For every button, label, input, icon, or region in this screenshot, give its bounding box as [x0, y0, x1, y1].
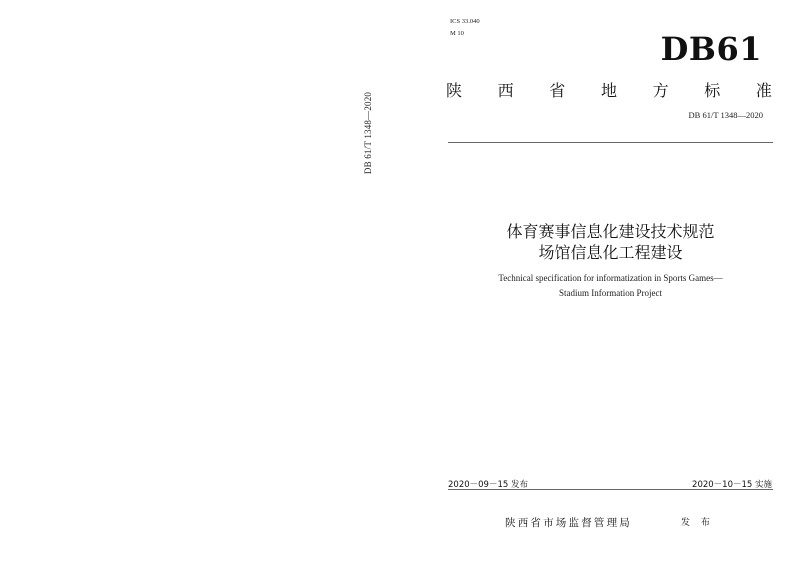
chinese-title-line-1: 体育赛事信息化建设技术规范: [506, 222, 715, 241]
standard-type-char: 方: [652, 81, 669, 100]
english-title-line-2: Stadium Information Project: [559, 288, 662, 298]
spine-standard-number: DB 61/T 1348—2020: [363, 91, 373, 175]
bottom-divider: [448, 489, 773, 490]
issuing-authority: 陕西省市场监督管理局: [505, 517, 632, 529]
top-divider: [448, 142, 773, 143]
english-title-line-1: Technical specification for informatization in Sports Games—: [498, 273, 723, 283]
implementation-date: 2020－10－15 实施: [692, 480, 772, 490]
issue-date: 2020－09－15 发布: [448, 480, 528, 490]
ccs-code: M 10: [450, 30, 464, 37]
standard-type-char: 西: [497, 81, 514, 100]
standard-type-char: 标: [704, 81, 721, 100]
standard-type-heading: [444, 78, 774, 101]
standard-type-char: 省: [549, 81, 566, 100]
standard-number: DB 61/T 1348—2020: [688, 110, 763, 120]
standard-type-char: 陕: [445, 81, 462, 100]
issued-label: 发 布: [681, 518, 714, 528]
standard-type-char: 准: [755, 81, 772, 100]
ics-code: ICS 33.040: [450, 18, 480, 25]
chinese-title-line-2: 场馆信息化工程建设: [538, 243, 683, 262]
db61-logo: DB61: [660, 30, 762, 68]
standard-type-char: 地: [600, 81, 617, 100]
